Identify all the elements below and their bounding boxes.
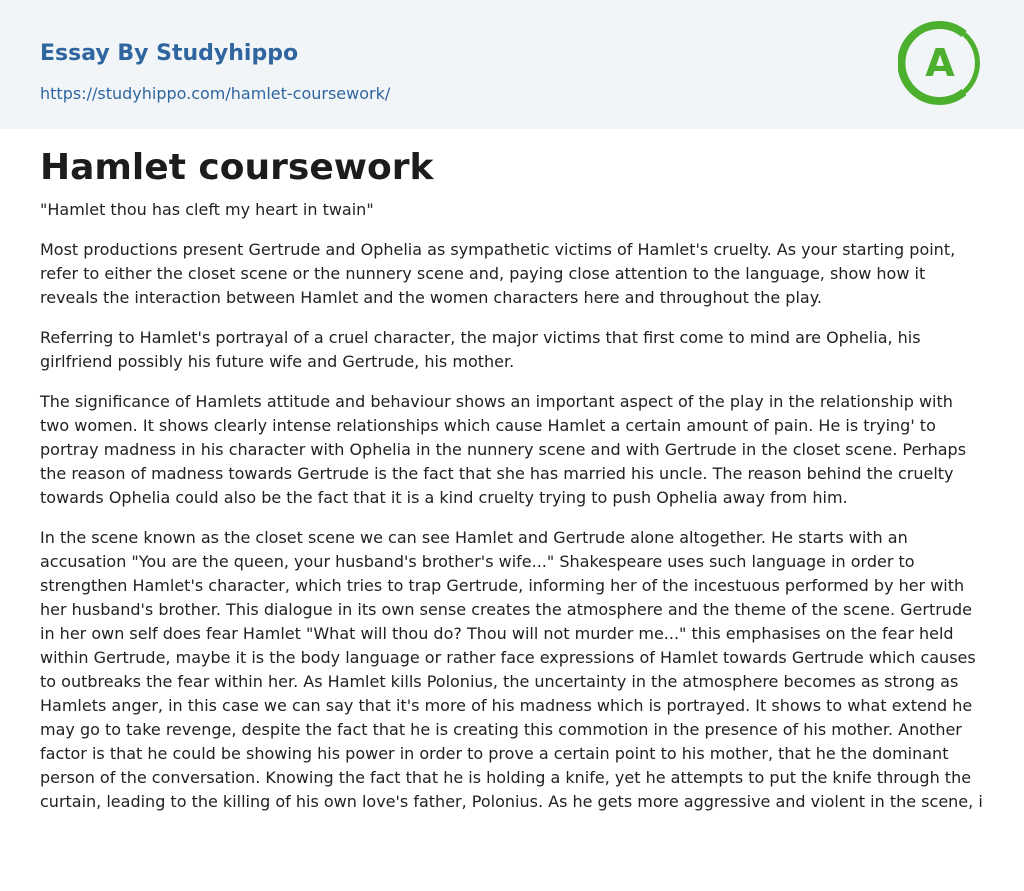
essay-paragraph-1: Most productions present Gertrude and Ophelia as sympathetic victims of Hamlet's cruelty. As your starting point, refer to either the closet scene or the nunnery scene and, paying close attention to the language, show how it reveals the interaction between Hamlet and the women characters here and throughout the play. [40,240,956,307]
brand-title: Essay By Studyhippo [40,41,299,66]
source-url-link[interactable]: https://studyhippo.com/hamlet-coursework/ [40,84,391,103]
site-header [0,0,1024,129]
logo-letter: A [925,41,955,85]
essay-content [40,145,986,814]
studyhippo-logo-icon [898,17,990,109]
essay-paragraph-4: In the scene known as the closet scene we can see Hamlet and Gertrude alone altogether. He starts with an accusation "You are the queen, your husband's brother's wife..." Shakespeare uses such language in order to strengthen Hamlet's character, which tries to trap Gertrude, informing her of the incestuous performed by her with her husband's brother. This dialogue in its own sense creates the atmosphere and the theme of the scene. Gertrude in her own self does fear Hamlet "What will thou do? Thou will not murder me..." this emphasises on the fear held within Gertrude, maybe it is the body language or rather face expressions of Hamlet towards Gertrude which causes to outbreaks the fear within her. As Hamlet kills Polonius, the uncertainty in the atmosphere becomes as strong as Hamlets anger, in this case we can say that it's more of his madness which is portrayed. It shows to what extend he may go to take revenge, despite the fact that he is creating this commotion in the presence of his mother. Another factor is that he could be showing his power in order to prove a certain point to his mother, that he the dominant person of the conversation. Knowing the fact that he is holding a knife, yet he attempts to put the knife through the curtain, leading to the killing of his own love's father, Polonius. As he gets more aggressive and violent in the scene, i [40,528,983,811]
page-title: Hamlet coursework [40,147,434,188]
essay-paragraph-2: Referring to Hamlet's portrayal of a cruel character, the major victims that first come to mind are Ophelia, his girlfriend possibly his future wife and Gertrude, his mother. [40,328,921,371]
essay-paragraph-3: The significance of Hamlets attitude and behaviour shows an important aspect of the play in the relationship with two women. It shows clearly intense relationships which cause Hamlet a certain amount of pain. He is trying' to portray madness in his character with Ophelia in the nunnery scene and with Gertrude in the closet scene. Perhaps the reason of madness towards Gertrude is the fact that she has married his uncle. The reason behind the cruelty towards Ophelia could also be the fact that it is a kind cruelty trying to push Ophelia away from him. [40,392,967,507]
epigraph-quote: "Hamlet thou has cleft my heart in twain" [40,200,374,219]
